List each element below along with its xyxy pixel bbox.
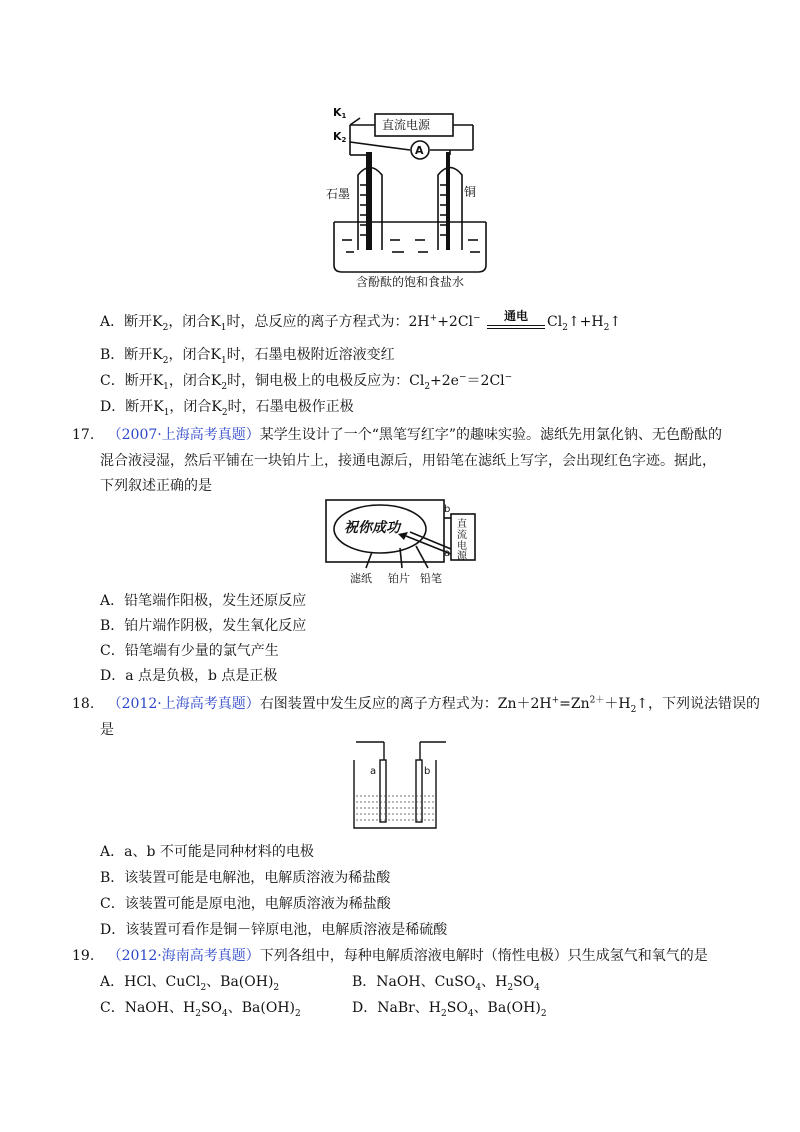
q17-stem-line3: 下列叙述正确的是: [100, 478, 212, 494]
q18-option-d: D．该装置可看作是铜－锌原电池，电解质溶液是稀硫酸: [100, 922, 448, 938]
point-a-label: a: [444, 548, 451, 559]
electrode-a-label: a: [370, 766, 377, 777]
q19-option-b: B．NaOH、CuSO$_4$、$H_2SO_4$: [352, 974, 540, 993]
figure-two-electrode-cell: [350, 740, 450, 834]
electrolysis-condition: 通电: [504, 309, 529, 323]
q16-option-a: A．断开$K_2$，闭合$K_1$时，总反应的离子方程式为：2H++2Cl− 通电 $Cl_2↑+H_2↑$: [100, 309, 622, 333]
q18-stem-line2: 是: [100, 722, 114, 738]
q18-option-c: C．该装置可能是原电池，电解质溶液为稀盐酸: [100, 896, 391, 912]
q16-option-d: D．断开$K_1$，闭合$K_2$时，石墨电极作正极: [100, 399, 354, 418]
point-b-label: b: [444, 504, 451, 515]
q17-option-b: B．铂片端作阴极，发生氧化反应: [100, 618, 307, 634]
written-text: 祝你成功: [344, 520, 400, 536]
solution-label: 含酚酞的饱和食盐水: [356, 275, 465, 289]
graphite-label: 石墨: [326, 187, 351, 201]
q18-option-a: A．a、b 不可能是同种材料的电极: [100, 844, 314, 860]
q17-option-c: C．铅笔端有少量的氯气产生: [100, 643, 279, 659]
copper-label: 铜: [464, 185, 477, 199]
pencil-label: 铅笔: [420, 572, 442, 585]
q18-source: （2012·上海高考真题）: [107, 696, 260, 712]
q19-stem: 19. （2012·海南高考真题）下列各组中，每种电解质溶液电解时（惰性电极）只生成氢气和氧气的是: [72, 948, 708, 964]
power-char-4: 源: [457, 551, 467, 562]
q16-option-b: B．断开$K_2$，闭合$K_1$时，石墨电极附近溶液变红: [100, 347, 395, 366]
power-source-label: 直流电源: [382, 118, 431, 132]
power-char-2: 流: [457, 530, 467, 541]
q19-option-a: A．HCl、CuCl$_2$、$Ba(OH)_2$: [100, 974, 280, 993]
q18-option-b: B．该装置可能是电解池，电解质溶液为稀盐酸: [100, 870, 391, 886]
q17-option-a: A．铅笔端作阳极，发生还原反应: [100, 593, 307, 609]
platinum-label: 铂片: [388, 572, 410, 585]
q17-source: （2007·上海高考真题）: [107, 427, 260, 443]
ammeter-label: A: [415, 144, 424, 157]
q19-option-c: C．NaOH、$H_2SO_4$、$Ba(OH)_2$: [100, 1000, 301, 1019]
figure-pencil-writing: [320, 496, 480, 588]
k1-label: K1: [333, 106, 347, 120]
filter-paper-label: 滤纸: [350, 572, 372, 585]
q16-option-c: C．断开$K_1$，闭合$K_2$时，铜电极上的电极反应为：$Cl_2+2e^-=2Cl^-$: [100, 372, 513, 392]
q19-option-d: D．NaBr、$H_2SO_4$、$Ba(OH)_2$: [352, 1000, 547, 1019]
k2-label: K2: [333, 130, 347, 144]
q18-stem-line1: 18. （2012·上海高考真题）右图装置中发生反应的离子方程式为：$Zn+2H^+=Zn^{2+}+H_2↑$，下列说法错误的: [72, 695, 761, 715]
power-char-3: 电: [457, 541, 467, 552]
q17-option-d: D．a 点是负极，b 点是正极: [100, 668, 278, 684]
power-char-1: 直: [457, 519, 467, 530]
q17-stem-line2: 混合液浸湿，然后平铺在一块铂片上，接通电源后，用铅笔在滤纸上写字，会出现红色字迹。据此，: [100, 453, 716, 469]
electrode-b-label: b: [424, 766, 431, 777]
q19-source: （2012·海南高考真题）: [107, 948, 260, 964]
figure-electrolysis-apparatus: [326, 100, 490, 290]
q17-stem-line1: 17. （2007·上海高考真题）某学生设计了一个“黑笔写红字”的趣味实验。滤纸先用氯化钠、无色酚酞的: [72, 427, 723, 443]
